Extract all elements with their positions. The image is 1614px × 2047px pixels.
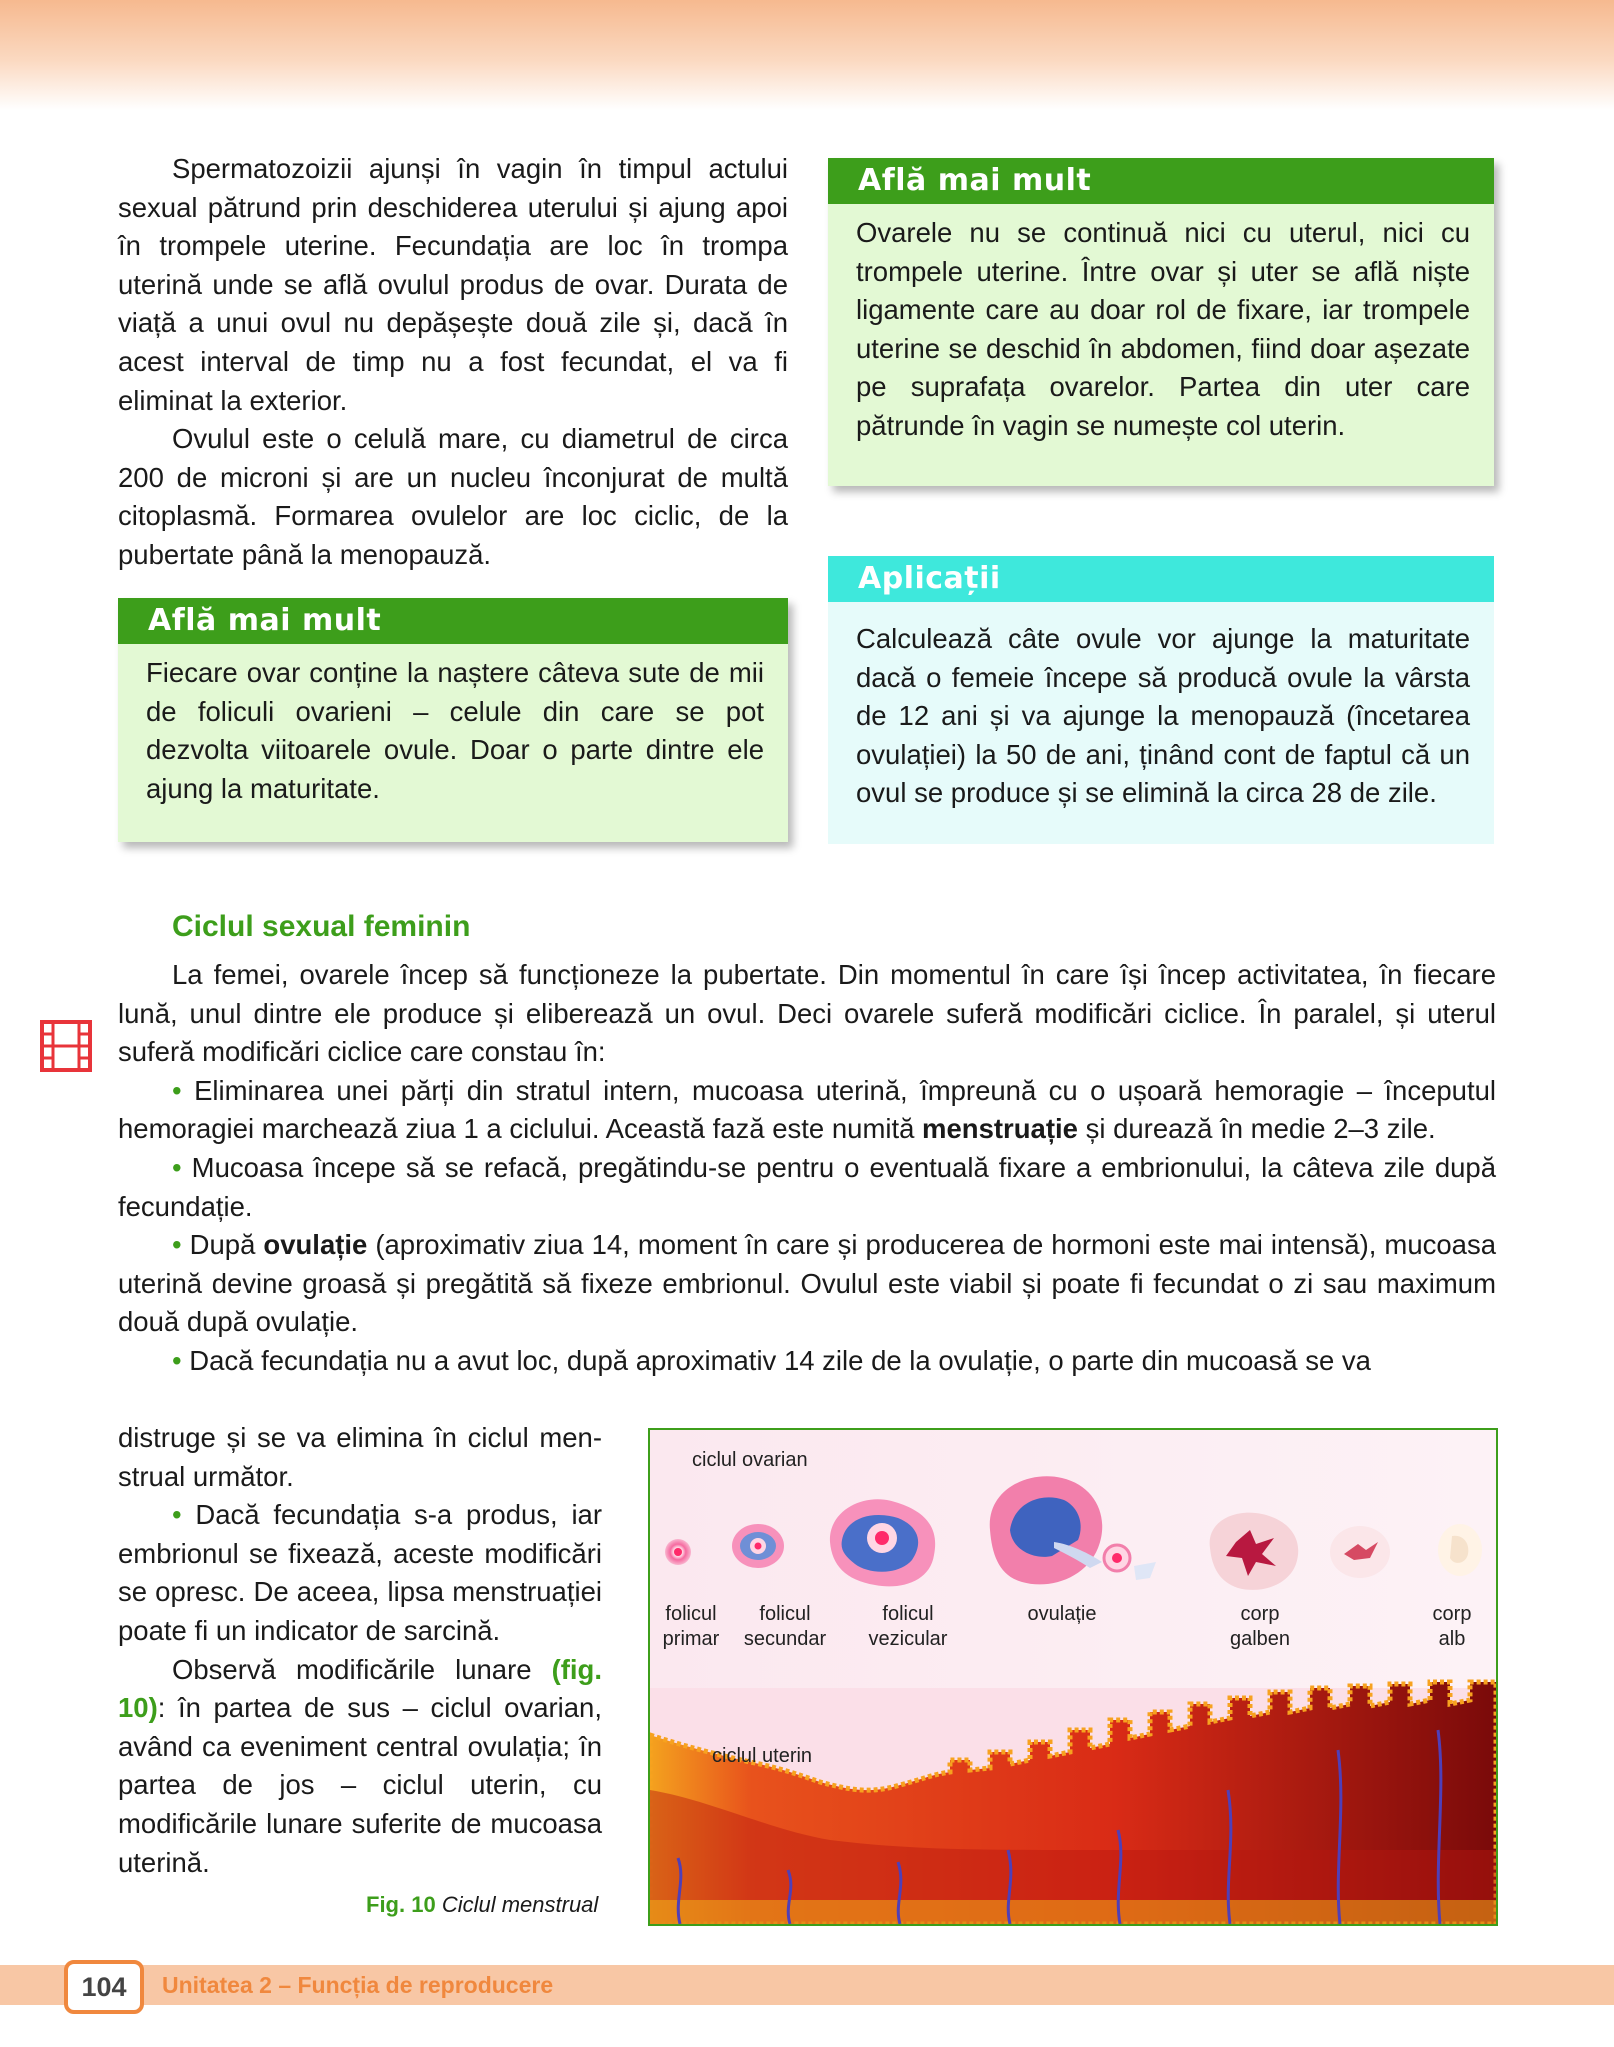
film-icon[interactable] <box>40 1020 92 1072</box>
stage-label-corp-alb: corp alb <box>1432 1603 1472 1650</box>
figure-title: Ciclul menstrual <box>441 1892 599 1917</box>
page-number: 104 <box>64 1960 144 2014</box>
info-box-left-title: Află mai mult <box>118 598 788 644</box>
paragraph-ovule: Ovulul este o celulă mare, cu diametrul de circa 200 de microni și are un nucleu înconjurat de multă citoplasmă. Formarea ovulelor are loc ciclic, de la pubertate până la menopauză. <box>118 423 788 570</box>
term-menstruation: menstruație <box>922 1113 1078 1145</box>
paragraph-sperm: Spermatozoizii ajunși în vagin în timpul actului sexual pătrund prin deschiderea uterului și ajung apoi în trompele uterine. Fecundația are loc în trompa uterină unde se află ovulul produs de ovar. Durata de viață a unui ovul nu depășește două zile și, dacă în acest interval de timp nu a fost fecundat, el va fi eliminat la exterior. <box>118 153 788 416</box>
bullet-icon: • <box>172 1151 182 1183</box>
stage-label-folicul-vezicular: folicul vezicular <box>868 1603 948 1650</box>
left-column <box>118 150 788 575</box>
bullet-menstruation: • Eliminarea unei părți din stratul intern, mucoasa uterină, împreună cu o ușoară hemoragie – începutul hemoragiei marchează ziua 1 a ciclului. Această fază este numită menstruație și durează în medie 2–3 zile. <box>118 1074 1497 1145</box>
observe-paragraph: Observă modificările lunare (fig. 10): în partea de sus – ciclul ovarian, având ca eveniment central ovulația; în partea de jos – ciclul uterin, cu modificările lunare suferite de mucoasa uterină. <box>118 1653 602 1878</box>
stage-label-ovulatie: ovulație <box>1027 1603 1097 1625</box>
lower-left-text <box>118 1419 602 1882</box>
applications-title: Aplicații <box>828 556 1494 602</box>
term-ovulation: ovulație <box>263 1229 368 1261</box>
figure-menstrual-cycle <box>648 1428 1498 1926</box>
bullet-regeneration: • Mucoasa începe să se refacă, pregătindu-se pentru o eventuală fixare a embrionului, la câteva zile după fecundație. <box>118 1151 1497 1222</box>
footer-unit-title: Unitatea 2 – Funcția de reproducere <box>162 1972 554 1998</box>
info-box-left <box>118 598 788 842</box>
figure-number: Fig. 10 <box>366 1892 436 1917</box>
corpus-albicans-mid-shape <box>1330 1526 1390 1578</box>
bullet-no-fecundation-continued: distruge și se va elimina în ciclul men-strual următor. <box>118 1422 602 1492</box>
follicle-secondary-shape <box>732 1524 784 1568</box>
figure-reference[interactable]: (fig. 10) <box>118 1653 602 1724</box>
info-box-right-title: Află mai mult <box>828 158 1494 204</box>
figure-caption <box>366 1892 598 1918</box>
stage-label-folicul-secundar: folicul secundar <box>743 1603 827 1650</box>
menstrual-cycle-illustration <box>650 1430 1496 1924</box>
section-title: Ciclul sexual feminin <box>172 910 471 943</box>
bullet-icon: • <box>172 1229 182 1261</box>
bullet-no-fecundation: • Dacă fecundația nu a avut loc, după aproximativ 14 zile de la ovulație, o parte din mucoasă se va <box>172 1344 1371 1376</box>
bullet-fecundation: • Dacă fecundația s-a produs, iar embrionul se fixează, aceste modificări se opresc. De aceea, lipsa menstruației poate fi un indicator de sarcină. <box>118 1499 603 1646</box>
follicle-primary-shape <box>665 1539 691 1565</box>
info-box-right <box>828 158 1494 486</box>
info-box-left-text: Fiecare ovar conține la naștere câteva sute de mii de foliculi ovarieni – celule din care se pot dezvolta viitoarele ovule. Doar o parte dintre ele ajung la maturitate. <box>146 657 764 804</box>
section-body <box>118 956 1496 1381</box>
bullet-icon: • <box>172 1344 182 1376</box>
header-band <box>0 0 1614 110</box>
corpus-albicans-shape <box>1438 1524 1482 1576</box>
info-box-right-text: Ovarele nu se continuă nici cu uterul, nici cu trompele uterine. Între ovar și uter se află niște ligamente care au doar rol de fixare, iar trompele uterine se deschid în abdomen, fiind doar așezate pe suprafața ovarelor. Partea din uter care pătrunde în vagin se numește col uterin. <box>856 217 1470 441</box>
ovarian-cycle-label: ciclul ovarian <box>692 1449 808 1471</box>
bullet-ovulation: • După ovulație (aproximativ ziua 14, moment în care și producerea de hormoni este mai intensă), mucoasa uterină devine groasă și pregătită să fixeze embrionul. Ovulul este viabil și poate fi fecundat o zi sau maximum două după ovulație. <box>118 1229 1496 1338</box>
bullet-icon: • <box>172 1074 182 1106</box>
applications-text: Calculează câte ovule vor ajunge la maturitate dacă o femeie începe să producă ovule la vârsta de 12 ani și va ajunge la menopauză (încetarea ovulației) la 50 de ani, ținând cont de faptul că un ovul se produce și se elimină la circa 28 de zile. <box>856 623 1470 809</box>
stage-label-corp-galben: corp galben <box>1229 1603 1291 1650</box>
applications-box <box>828 556 1494 844</box>
stage-label-folicul-primar: folicul primar <box>662 1603 720 1650</box>
section-intro: La femei, ovarele încep să funcționeze la pubertate. Din momentul în care își încep activitatea, în fiecare lună, unul dintre ele produce și eliberează un ovul. Deci ovarele suferă modificări ciclice. În paralel, și uterul suferă modificări ciclice care constau în: <box>118 959 1496 1068</box>
uterine-cycle-label: ciclul uterin <box>712 1745 813 1767</box>
bullet-icon: • <box>172 1499 182 1531</box>
